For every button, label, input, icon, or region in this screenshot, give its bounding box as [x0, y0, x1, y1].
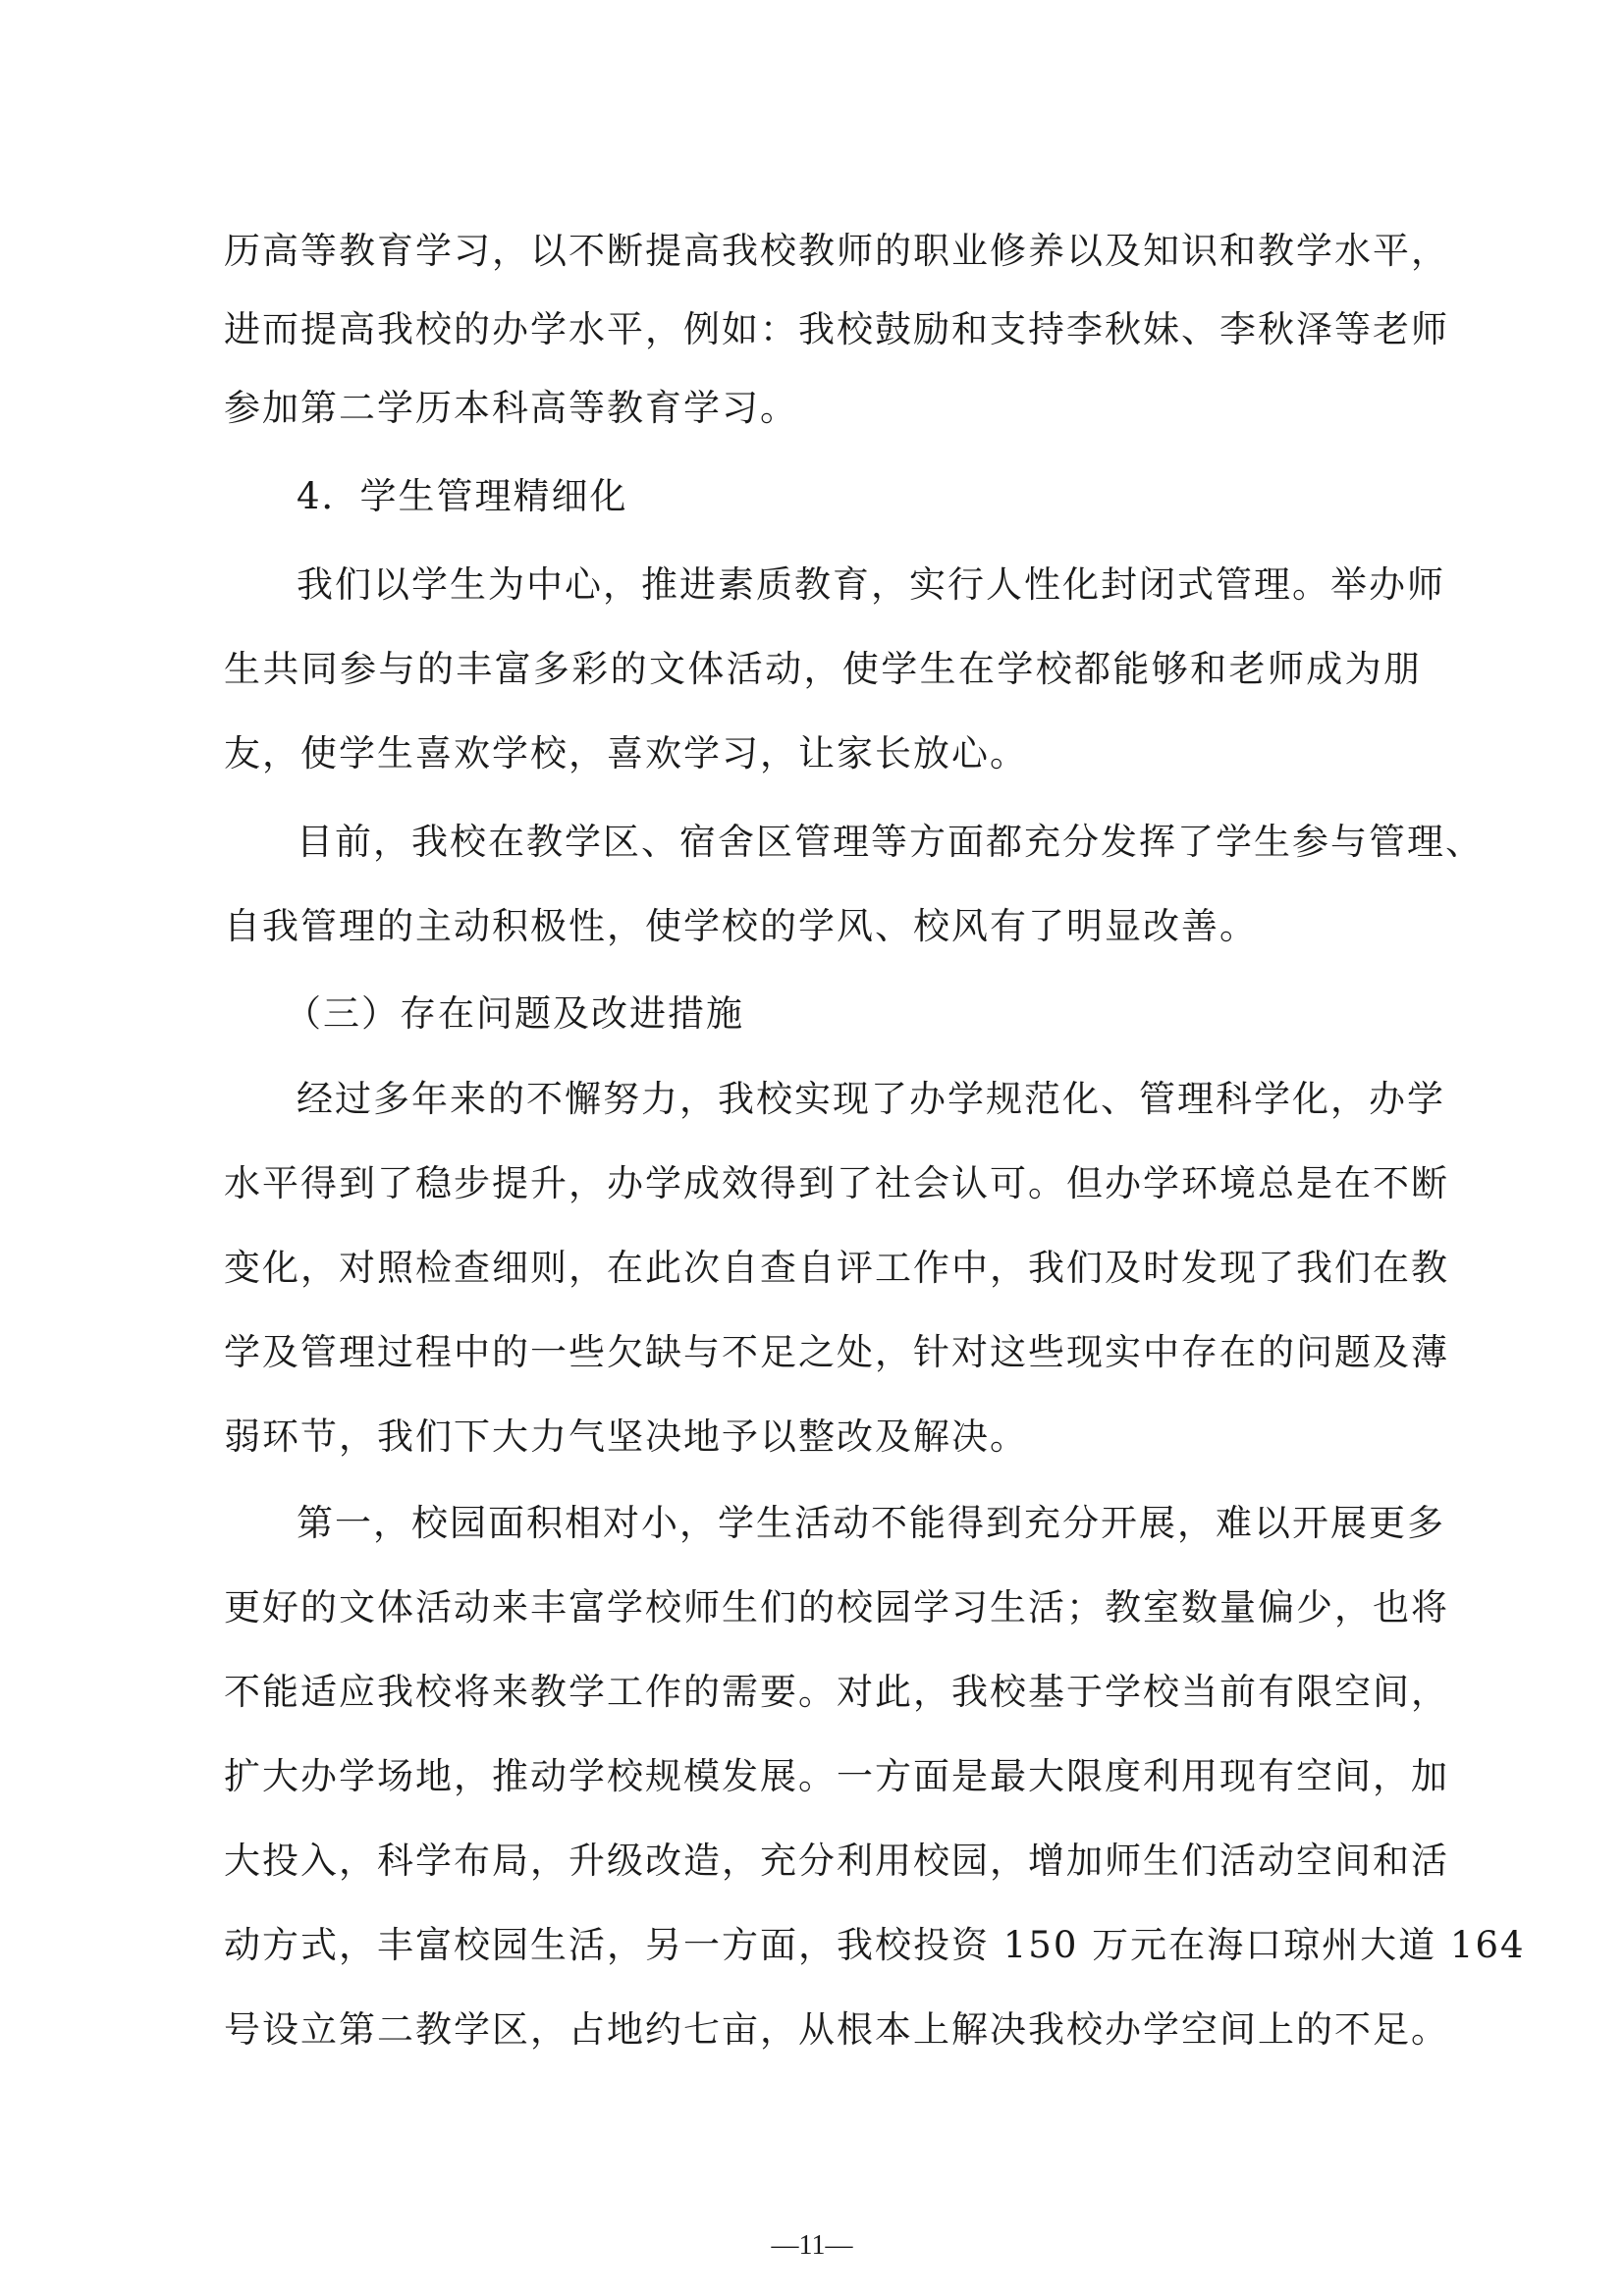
body-line: 动方式，丰富校园生活，另一方面，我校投资 150 万元在海口琼州大道 164 [224, 1924, 1526, 1966]
body-line: 弱环节，我们下大力气坚决地予以整改及解决。 [224, 1415, 1028, 1458]
body-line: 扩大办学场地，推动学校规模发展。一方面是最大限度利用现有空间，加 [224, 1755, 1449, 1797]
body-line: 更好的文体活动来丰富学校师生们的校园学习生活；教室数量偏少，也将 [224, 1586, 1449, 1629]
body-line: 水平得到了稳步提升，办学成效得到了社会认可。但办学环境总是在不断 [224, 1162, 1449, 1204]
body-line: 历高等教育学习，以不断提高我校教师的职业修养以及知识和教学水平， [224, 230, 1449, 272]
section-heading: （三）存在问题及改进措施 [285, 992, 744, 1035]
body-line: 大投入，科学布局，升级改造，充分利用校园，增加师生们活动空间和活 [224, 1840, 1449, 1882]
body-line: 进而提高我校的办学水平，例如：我校鼓励和支持李秋妹、李秋泽等老师 [224, 308, 1449, 350]
paragraph-first-line: 第一，校园面积相对小，学生活动不能得到充分开展，难以开展更多 [297, 1502, 1445, 1544]
body-line: 号设立第二教学区，占地约七亩，从根本上解决我校办学空间上的不足。 [224, 2008, 1449, 2051]
section-heading: 4．学生管理精细化 [297, 475, 628, 517]
body-line: 友，使学生喜欢学校，喜欢学习，让家长放心。 [224, 732, 1028, 774]
page-number: —11— [771, 2230, 853, 2261]
paragraph-first-line: 我们以学生为中心，推进素质教育，实行人性化封闭式管理。举办师 [297, 563, 1445, 606]
body-line: 不能适应我校将来教学工作的需要。对此，我校基于学校当前有限空间， [224, 1671, 1449, 1713]
body-line: 生共同参与的丰富多彩的文体活动，使学生在学校都能够和老师成为朋 [224, 648, 1422, 690]
body-line: 自我管理的主动积极性，使学校的学风、校风有了明显改善。 [224, 905, 1258, 947]
body-line: 学及管理过程中的一些欠缺与不足之处，针对这些现实中存在的问题及薄 [224, 1331, 1449, 1373]
paragraph-first-line: 经过多年来的不懈努力，我校实现了办学规范化、管理科学化，办学 [297, 1078, 1445, 1120]
paragraph-first-line: 目前，我校在教学区、宿舍区管理等方面都充分发挥了学生参与管理、 [297, 821, 1484, 863]
body-line: 参加第二学历本科高等教育学习。 [224, 387, 798, 429]
body-line: 变化，对照检查细则，在此次自查自评工作中，我们及时发现了我们在教 [224, 1247, 1449, 1289]
